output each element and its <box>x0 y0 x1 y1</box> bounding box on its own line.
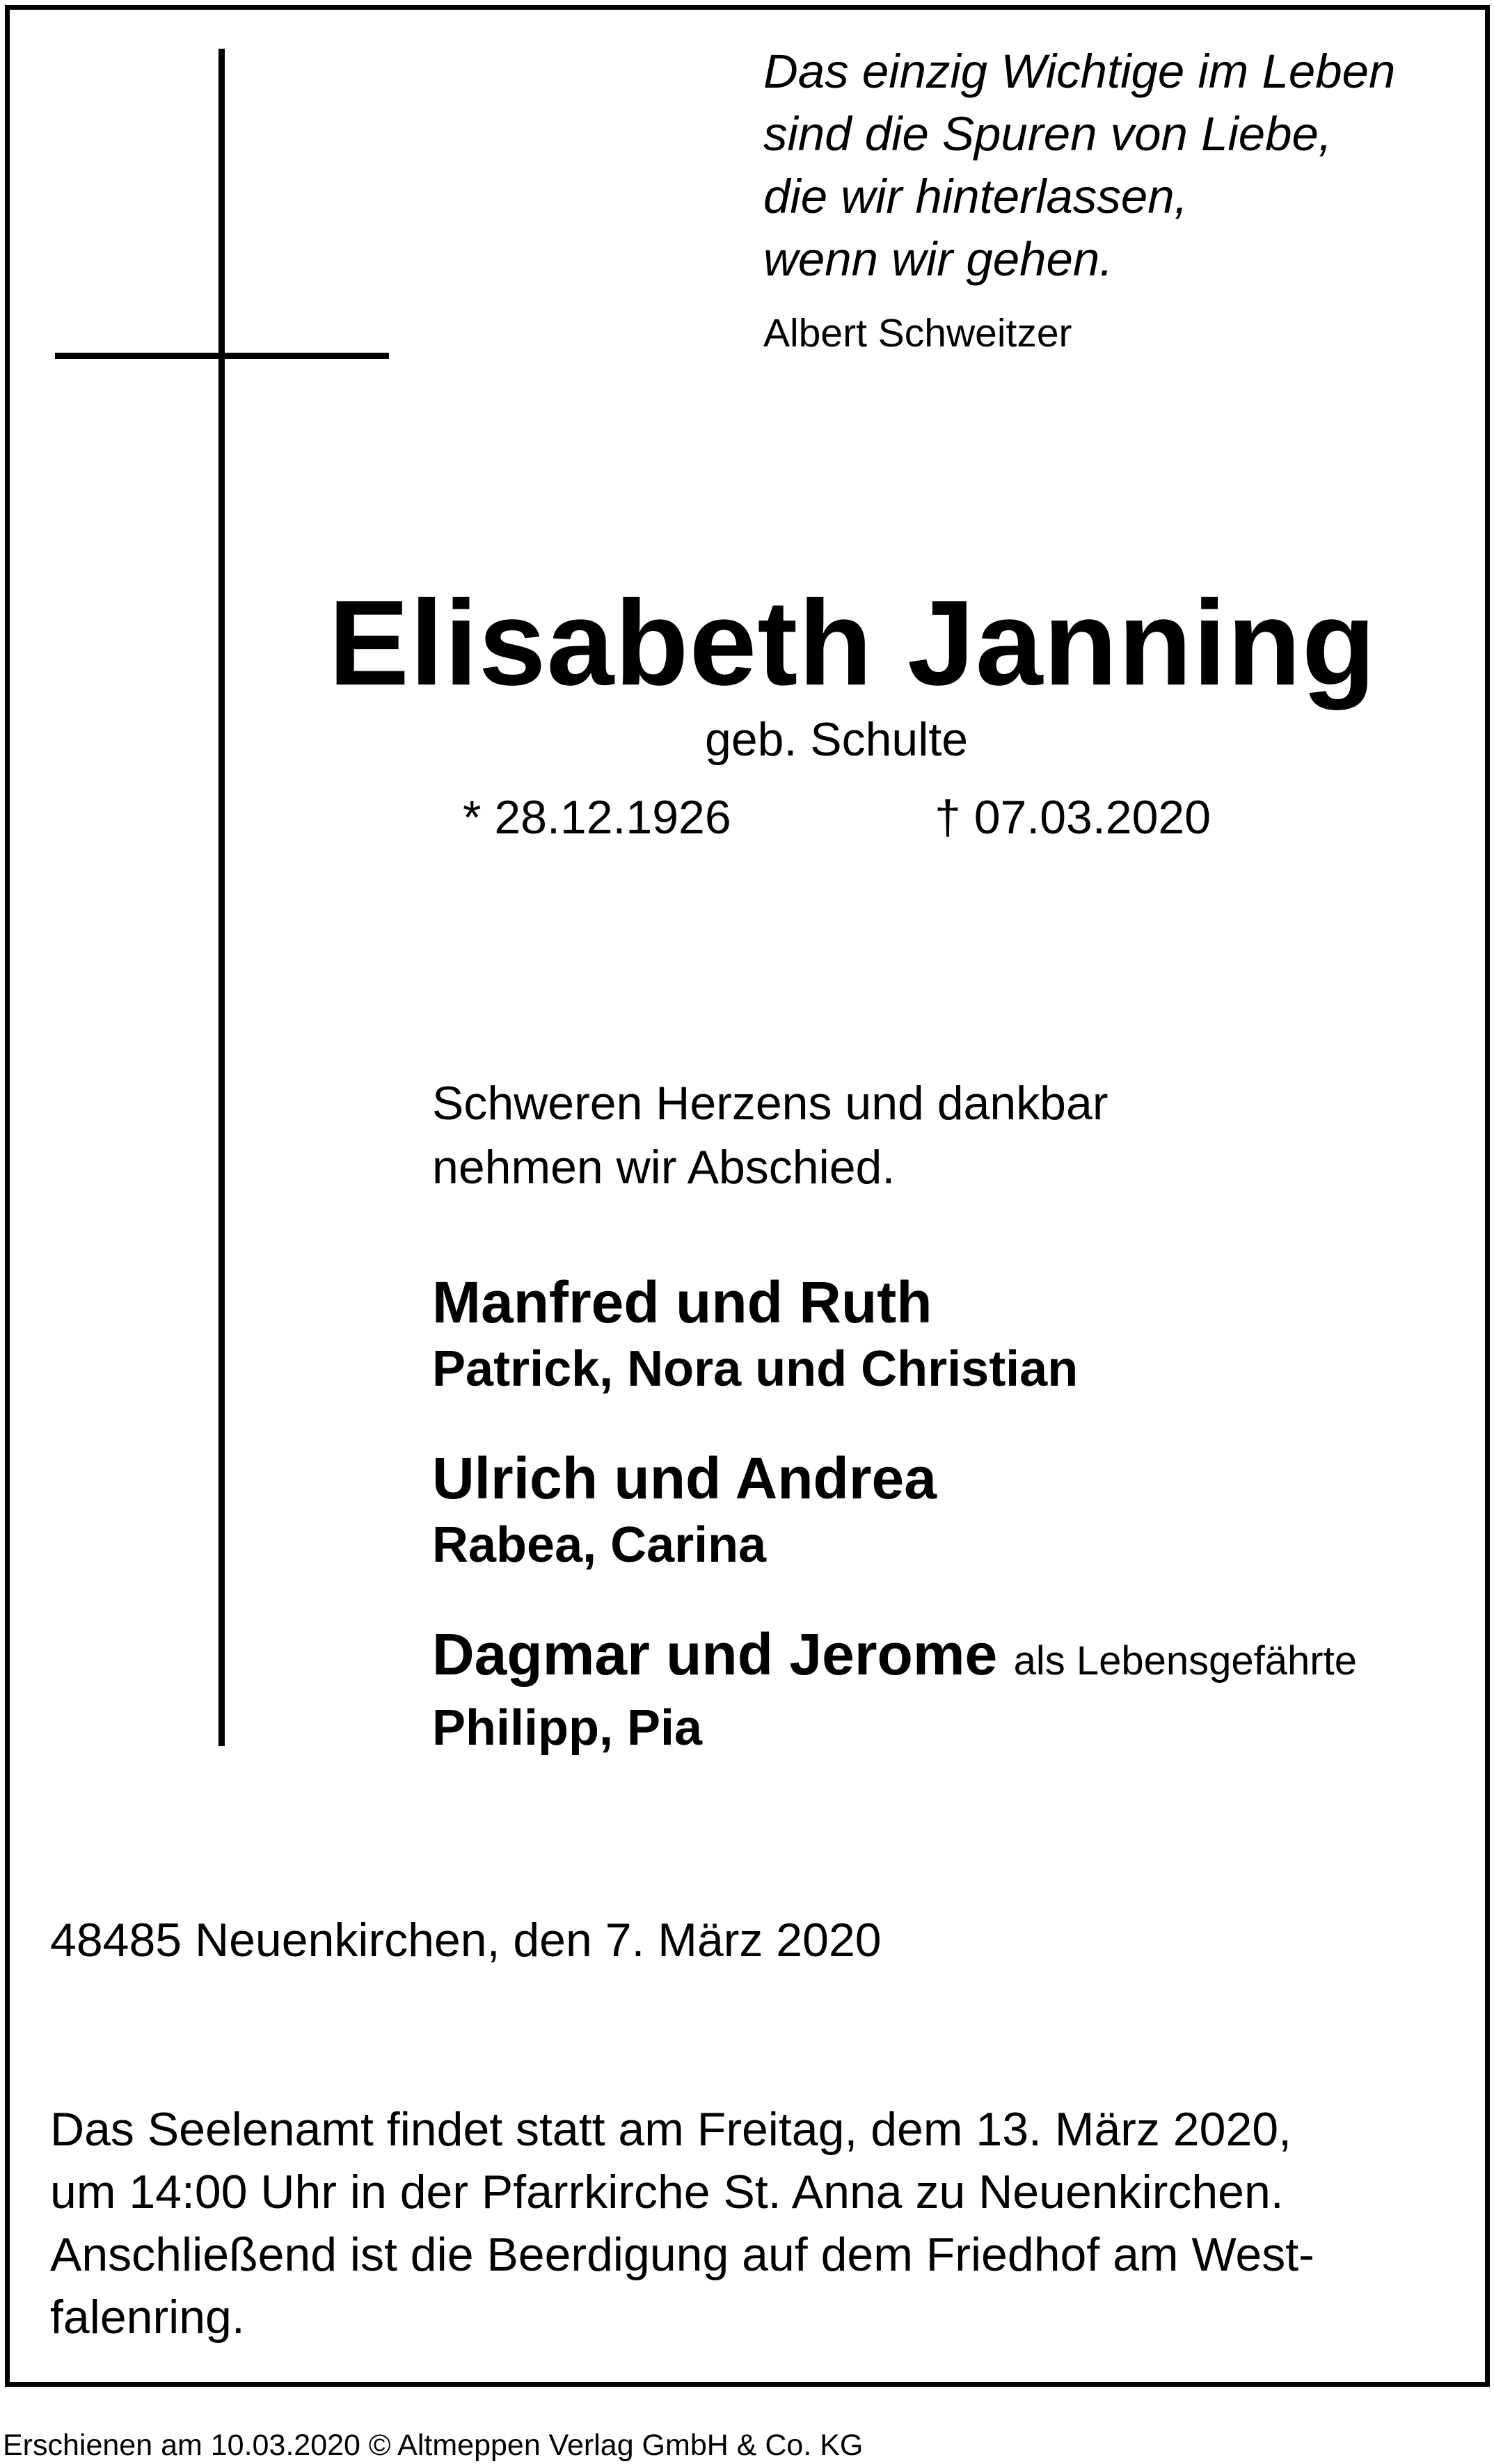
family-note: als Lebensgefährte <box>1013 1638 1357 1683</box>
family-main-names <box>432 1619 1357 1696</box>
birth-date: * 28.12.1926 <box>463 791 731 844</box>
family-main-names <box>432 1443 937 1513</box>
mourning-line: nehmen wir Abschied. <box>432 1141 896 1194</box>
publication-footer: Erschienen am 10.03.2020 © Altmeppen Verlag GmbH & Co. KG <box>3 2429 864 2462</box>
quote-author: Albert Schweitzer <box>763 311 1072 355</box>
family-group <box>432 1619 1357 1760</box>
mourning-text <box>432 1071 1108 1199</box>
family-main-label: Manfred und Ruth <box>432 1270 932 1335</box>
family-children-names: Patrick, Nora und Christian <box>432 1341 1079 1397</box>
place-and-date: 48485 Neuenkirchen, den 7. März 2020 <box>50 1914 882 1967</box>
quote-line: Das einzig Wichtige im Leben <box>763 45 1396 98</box>
birth-name: geb. Schulte <box>705 713 969 766</box>
death-date: † 07.03.2020 <box>935 791 1211 844</box>
cross-icon-vertical-bar <box>218 49 225 1746</box>
service-line: falenring. <box>50 2291 245 2344</box>
family-children-names: Philipp, Pia <box>432 1700 703 1756</box>
family-group <box>432 1267 1078 1401</box>
cross-icon-horizontal-bar <box>55 353 389 359</box>
service-line: Das Seelenamt findet statt am Freitag, dem 13. März 2020, <box>50 2103 1292 2156</box>
service-line: um 14:00 Uhr in der Pfarrkirche St. Anna zu Neuenkirchen. <box>50 2166 1284 2218</box>
mourning-line: Schweren Herzens und dankbar <box>432 1077 1108 1130</box>
family-main-names <box>432 1267 1078 1337</box>
family-main-label: Dagmar und Jerome <box>432 1622 998 1687</box>
quote-line: wenn wir gehen. <box>763 232 1113 286</box>
family-group <box>432 1443 937 1577</box>
service-line: Anschließend ist die Beerdigung auf dem Friedhof am West- <box>50 2228 1314 2281</box>
family-children-names: Rabea, Carina <box>432 1517 767 1573</box>
service-announcement <box>50 2098 1314 2349</box>
memorial-quote <box>763 40 1395 291</box>
quote-line: sind die Spuren von Liebe, <box>763 107 1333 161</box>
quote-line: die wir hinterlassen, <box>763 170 1188 223</box>
deceased-name: Elisabeth Janning <box>328 575 1376 710</box>
family-main-label: Ulrich und Andrea <box>432 1446 937 1511</box>
